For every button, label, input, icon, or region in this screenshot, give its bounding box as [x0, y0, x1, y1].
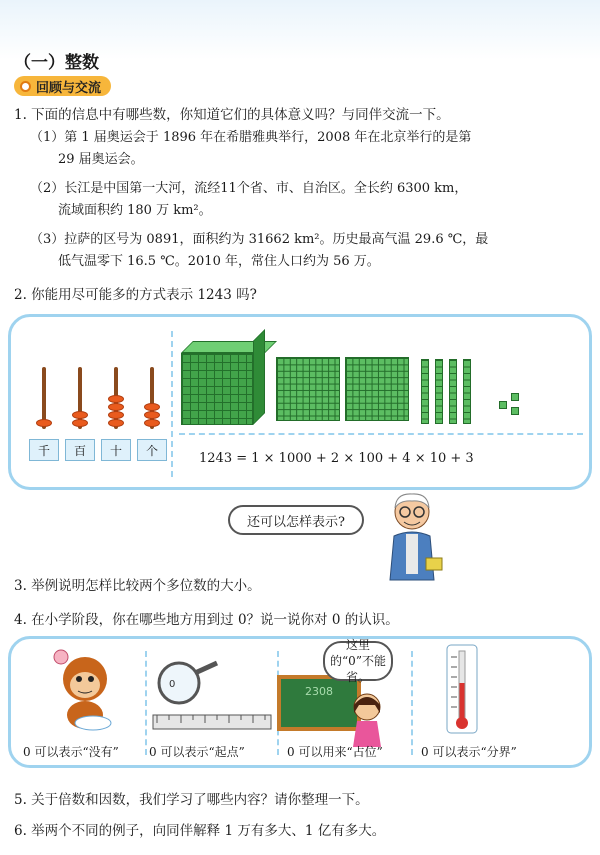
hundred-flat-2	[345, 357, 409, 421]
speech-bubble-q4: 这里的“0”不能省。	[323, 641, 393, 681]
review-tag	[14, 76, 111, 96]
question-1: 1. 下面的信息中有哪些数，你知道它们的具体意义吗？与同伴交流一下。	[14, 107, 450, 123]
place-thousands: 千	[29, 439, 59, 461]
unit-cube-3	[511, 407, 519, 415]
magnifier-ruler-illustration	[151, 653, 273, 735]
svg-text:0: 0	[169, 679, 176, 690]
question-3: 3. 举例说明怎样比较两个多位数的大小。	[14, 578, 261, 594]
thermometer-illustration	[445, 643, 479, 737]
q2-illustration-panel	[8, 314, 592, 490]
expanded-form-equation: 1243 = 1 × 1000 + 2 × 100 + 4 × 10 + 3	[199, 451, 474, 466]
place-ones: 个	[137, 439, 167, 461]
place-tens: 十	[101, 439, 131, 461]
q1-item-3-line1: （3）拉萨的区号为 0891，面积约为 31662 km²。历史最高气温 29.6 ℃，最	[30, 232, 489, 247]
speech-bubble-q2: 还可以怎样表示?	[228, 505, 364, 535]
caption-boundary: 0 可以表示“分界”	[421, 745, 517, 759]
caption-nothing: 0 可以表示“没有”	[23, 745, 119, 759]
monkey-illustration	[45, 645, 135, 735]
question-2: 2. 你能用尽可能多的方式表示 1243 吗?	[14, 287, 257, 303]
q1-item-2-line2: 流域面积约 180 万 km²。	[58, 203, 212, 218]
hundred-flat-1	[276, 357, 340, 421]
question-6: 6. 举两个不同的例子，向同伴解释 1 万有多大、1 亿有多大。	[14, 823, 386, 839]
unit-cube-2	[511, 393, 519, 401]
question-5: 5. 关于倍数和因数，我们学习了哪些内容？请你整理一下。	[14, 792, 369, 808]
review-tag-label: 回顾与交流	[36, 80, 102, 96]
ten-rod-1	[421, 359, 429, 424]
blackboard-number: 2308	[305, 685, 333, 698]
teacher-illustration	[376, 488, 448, 584]
question-4: 4. 在小学阶段，你在哪些地方用到过 0？说一说你对 0 的认识。	[14, 612, 399, 628]
caption-placeholder: 0 可以用来“占位”	[287, 745, 383, 759]
ten-rod-3	[449, 359, 457, 424]
place-hundreds: 百	[65, 439, 95, 461]
caption-start-point: 0 可以表示“起点”	[149, 745, 245, 759]
q4-illustration-panel	[8, 636, 592, 768]
ten-rod-2	[435, 359, 443, 424]
ten-rod-4	[463, 359, 471, 424]
q1-item-1-line1: （1）第 1 届奥运会于 1896 年在希腊雅典举行，2008 年在北京举行的是第	[30, 130, 472, 145]
unit-cube-1	[499, 401, 507, 409]
q1-item-2-line1: （2）长江是中国第一大河，流经11个省、市、自治区。全长约 6300 km，	[30, 181, 468, 196]
q1-item-1-line2: 29 届奥运会。	[58, 152, 144, 167]
girl-illustration	[345, 691, 389, 749]
abacus	[25, 367, 175, 463]
circle-icon	[20, 81, 31, 92]
q1-item-3-line2: 低气温零下 16.5 ℃。2010 年，常住人口约为 56 万。	[58, 254, 380, 269]
section-title: （一）整数	[14, 53, 99, 73]
